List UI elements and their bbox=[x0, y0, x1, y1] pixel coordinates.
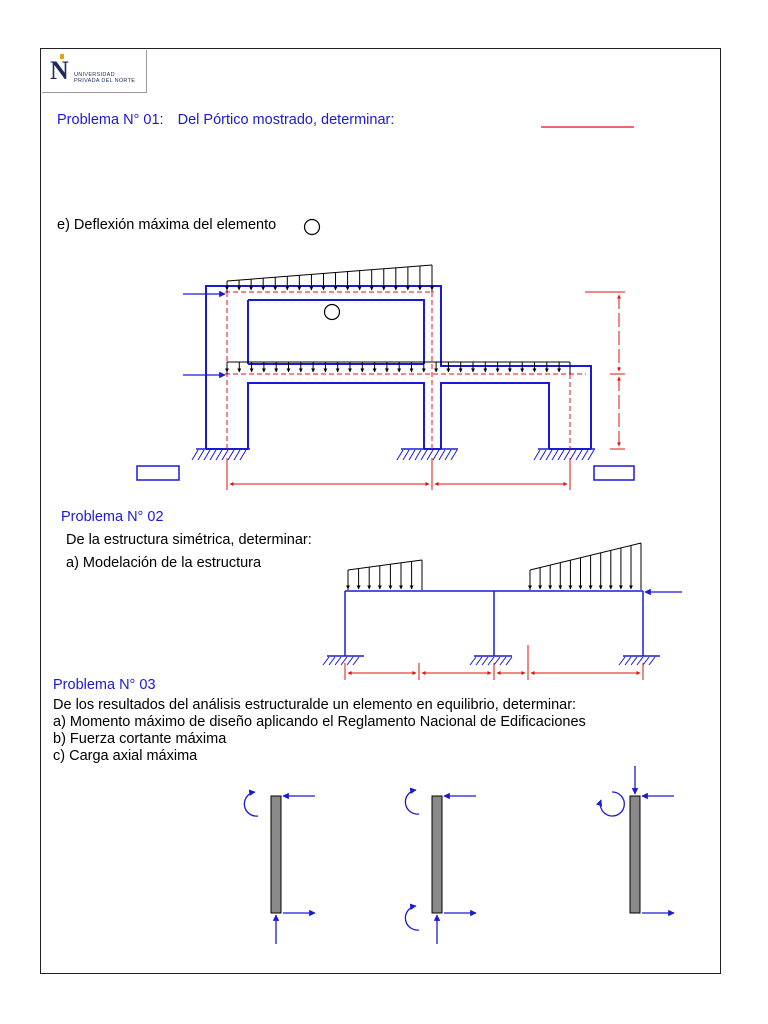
element-circle-marker bbox=[305, 220, 320, 235]
problem3-item-c: c) Carga axial máxima bbox=[53, 748, 198, 764]
problem2-structure bbox=[327, 591, 660, 656]
logo-line-1: UNIVERSIDAD bbox=[74, 72, 115, 78]
frame-element-marker bbox=[325, 305, 340, 320]
problem1-upper-load bbox=[227, 265, 432, 292]
problem3-item-a: a) Momento máximo de diseño aplicando el Reglamento Nacional de Edificaciones bbox=[53, 714, 586, 730]
problem2-heading: Problema N° 02 bbox=[61, 509, 164, 525]
problem3-member-1 bbox=[244, 792, 315, 944]
problem1-heading-text: Del Pórtico mostrado, determinar: bbox=[177, 112, 395, 128]
problem3-member-2 bbox=[405, 790, 476, 944]
answer-box-left bbox=[137, 466, 179, 480]
answer-box-right bbox=[594, 466, 634, 480]
problem1-item-e: e) Deflexión máxima del elemento bbox=[57, 217, 277, 233]
problem3-line1: De los resultados del análisis estructuralde un elemento en equilibrio, determinar: bbox=[53, 697, 577, 713]
problem3-member-3 bbox=[600, 766, 674, 913]
problem2-line1: De la estructura simétrica, determinar: bbox=[66, 532, 312, 548]
problem1-heading-label: Problema N° 01: bbox=[57, 112, 164, 128]
problem1-centerlines bbox=[225, 292, 586, 449]
problem2-item-a: a) Modelación de la estructura bbox=[66, 555, 262, 571]
problem3-heading: Problema N° 03 bbox=[53, 677, 156, 693]
logo-initial: N bbox=[50, 56, 69, 85]
problem3-item-b: b) Fuerza cortante máxima bbox=[53, 731, 227, 747]
problem2-right-load bbox=[530, 543, 641, 590]
problem1-horizontal-dimension bbox=[227, 458, 570, 490]
logo-line-2: PRIVADA DEL NORTE bbox=[74, 78, 136, 84]
